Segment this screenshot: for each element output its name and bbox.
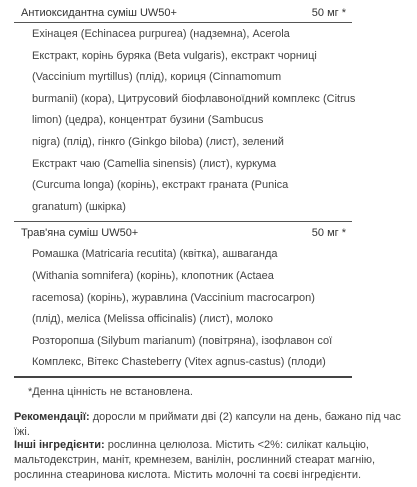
blend-name: Трав'яна суміш UW50+ (21, 227, 139, 240)
recommendations-label: Рекомендації: (14, 411, 90, 423)
recommendations-text: доросли м приймати дві (2) капсули на день, бажано під час їжі. (14, 411, 401, 438)
blend-ingredients-herbal (14, 242, 352, 374)
divider (14, 221, 352, 222)
daily-value-footnote: *Денна цінність не встановлена. (28, 386, 193, 398)
supplement-table (14, 4, 356, 378)
blend-header-herbal (14, 224, 352, 242)
ingredient-line: nigra) (плід), гінкго (Ginkgo biloba) (лист), зелений (32, 135, 284, 148)
blend-header-antioxidant (14, 4, 352, 22)
ingredient-line: Розторопша (Silybum marianum) (повітряна), ізофлавон сої (32, 334, 333, 347)
blend-name: Антиоксидантна суміш UW50+ (21, 7, 177, 19)
blend-dose: 50 мг * (311, 227, 346, 240)
table-bottom-rule (14, 376, 352, 378)
blend-ingredients-antioxidant (14, 23, 356, 218)
other-ingredients-label: Інші інгредієнти: (14, 439, 105, 451)
ingredient-line: Ехінацея (Echinacea purpurea) (надземна), Acerola (32, 28, 290, 40)
ingredient-line: Екстракт, корінь буряка (Beta vulgaris), екстракт чорниці (32, 49, 317, 62)
other-ingredients-paragraph (14, 438, 414, 483)
ingredient-line: (Vaccinium myrtillus) (плід), кориця (Cinnamomum (32, 71, 282, 84)
ingredient-line: (Withania somnifera) (корінь), клопотник (Actaea (32, 269, 274, 282)
ingredient-line: burmanii) (кора), Цитрусовий біофлавоноїдний комплекс (Citrus (32, 92, 356, 105)
ingredient-line: racemosa) (корінь), журавлина (Vaccinium macrocarpon) (32, 291, 315, 304)
ingredient-line: Комплекс, Вітекс Chasteberry (Vitex agnus-castus) (плоди) (32, 356, 326, 369)
ingredient-line: granatum) (шкірка) (32, 200, 126, 213)
ingredient-line: Екстракт чаю (Camellia sinensis) (лист), куркума (32, 157, 277, 170)
ingredient-line: (Curcuma longa) (корінь), екстракт граната (Punica (32, 179, 289, 192)
ingredient-line: (плід), меліса (Melissa officinalis) (лист), молоко (32, 313, 273, 326)
recommendations-paragraph (14, 410, 414, 440)
ingredient-line: Ромашка (Matricaria recutita) (квітка), ашваганда (32, 248, 278, 261)
ingredient-line: limon) (цедра), концентрат бузини (Sambucus (32, 114, 264, 127)
blend-dose: 50 мг * (311, 7, 346, 19)
other-ingredients-text: рослинна целюлоза. Містить <2%: силікат кальцію, мальтодекстрин, маніт, кремнезем, ванілін, рослинний стеарат магнію, рослинна стеаринова кислота. Містить молочні та соєві інгредієнти. (14, 439, 376, 481)
